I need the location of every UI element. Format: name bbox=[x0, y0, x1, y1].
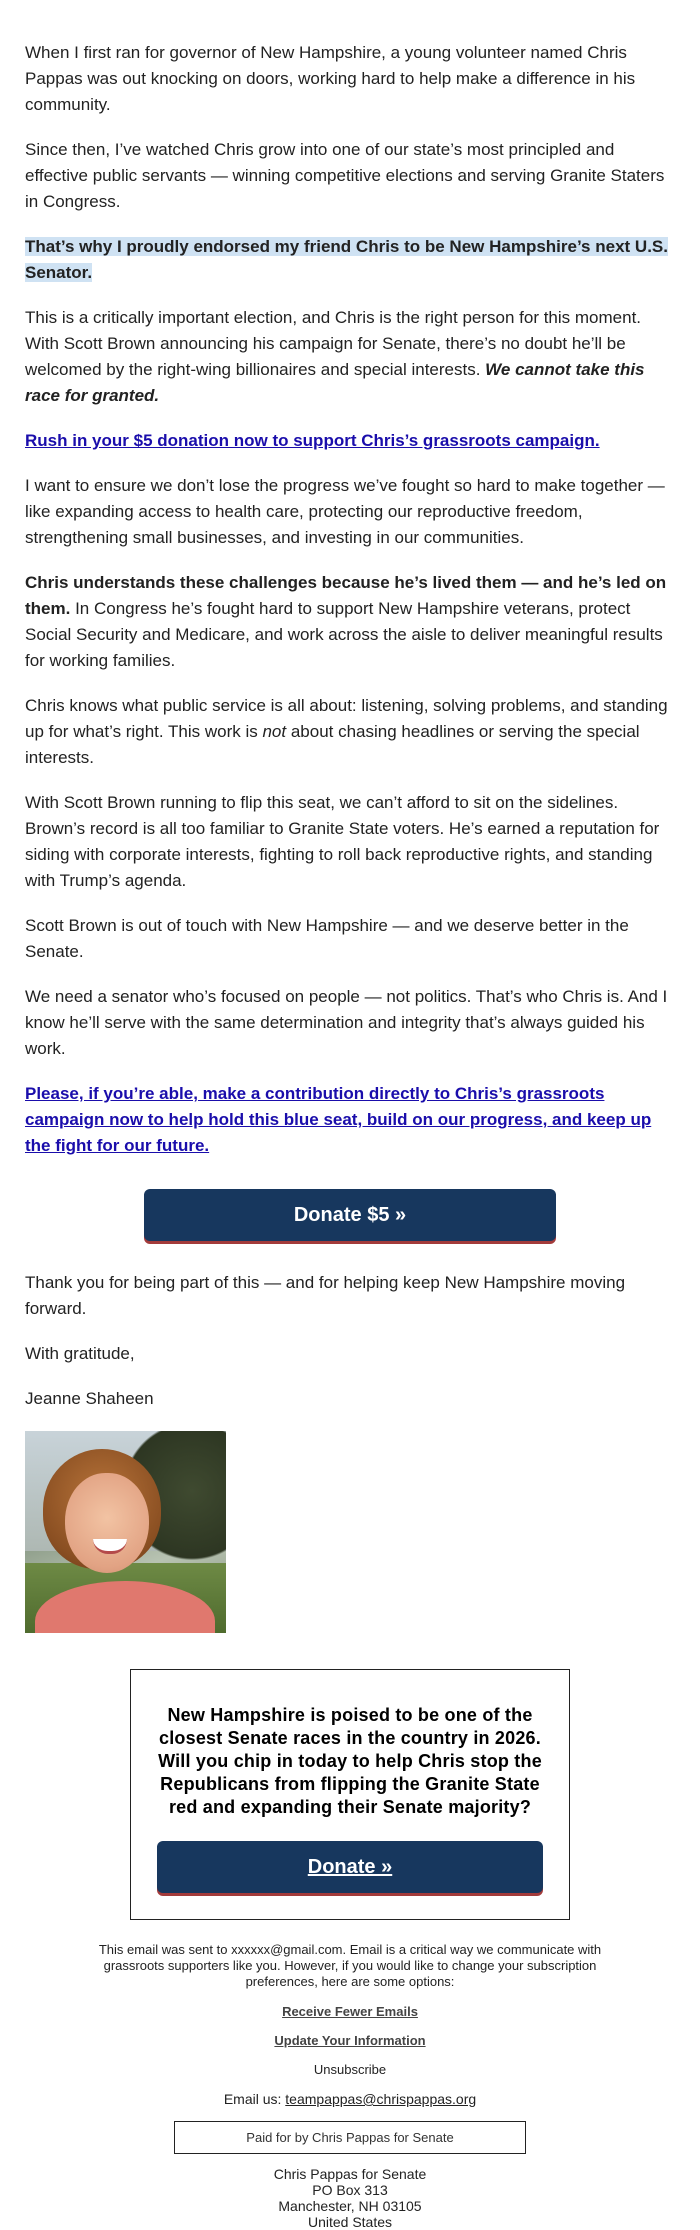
footer-email bbox=[25, 2091, 675, 2107]
address-line: PO Box 313 bbox=[312, 2182, 388, 2198]
paragraph-public-service bbox=[25, 693, 675, 771]
election-emphasis: We cannot take this race for granted. bbox=[25, 360, 645, 405]
paragraph-link-donate bbox=[25, 428, 675, 454]
contribute-link[interactable]: Please, if you’re able, make a contribution directly to Chris’s grassroots campaign now to help hold this blue seat, build on our progress, and keep up the fight for our future. bbox=[25, 1084, 652, 1155]
paragraph-thanks: Thank you for being part of this — and for helping keep New Hampshire moving forward. bbox=[25, 1273, 626, 1318]
jeanne-shaheen-photo bbox=[25, 1431, 226, 1633]
paragraph-scott-brown: With Scott Brown running to flip this seat, we can’t afford to sit on the sidelines. Brown’s record is all too familiar to Granite State voters. He’s earned a reputation for siding with corporate interests, fighting to roll back reproductive rights, and standing with Trump’s agenda. bbox=[25, 793, 660, 890]
callout-heading: New Hampshire is poised to be one of the closest Senate races in the country in 2026. Will you chip in today to help Chris stop the Republicans from flipping the Granite State red and expanding their Senate majority? bbox=[158, 1705, 542, 1817]
challenges-bold: Chris understands these challenges because he’s lived them — and he’s led on them. bbox=[25, 573, 667, 618]
paragraph-since-then: Since then, I’ve watched Chris grow into one of our state’s most principled and effective public servants — winning competitive elections and serving Granite Staters in Congress. bbox=[25, 140, 665, 211]
paragraph-intro: When I first ran for governor of New Hampshire, a young volunteer named Chris Pappas was out knocking on doors, working hard to help make a difference in his community. bbox=[25, 43, 636, 114]
paragraph-progress: I want to ensure we don’t lose the progress we’ve fought so hard to make together — like expanding access to health care, protecting our reproductive freedom, strengthening small businesses, and investing in our communities. bbox=[25, 476, 665, 547]
unsubscribe-link[interactable]: Unsubscribe bbox=[313, 2062, 387, 2077]
footer bbox=[25, 1942, 675, 2230]
address-line: Manchester, NH 03105 bbox=[278, 2198, 422, 2214]
donate-5-button[interactable]: Donate $5 » bbox=[144, 1189, 556, 1241]
endorsement-highlight: That’s why I proudly endorsed my friend Chris to be New Hampshire’s next U.S. Senator. bbox=[25, 237, 668, 282]
paragraph-challenges bbox=[25, 570, 675, 674]
address-line: United States bbox=[307, 2214, 393, 2230]
mailing-address bbox=[25, 2166, 675, 2230]
donate-5-link[interactable]: Rush in your $5 donation now to support Chris’s grassroots campaign. bbox=[25, 431, 600, 450]
public-service-not: not bbox=[262, 722, 287, 741]
paragraph-election bbox=[25, 305, 675, 409]
public-service-b: about chasing headlines or serving the special interests. bbox=[25, 722, 640, 767]
public-service-a: Chris knows what public service is all about: listening, solving problems, and standing up for what’s right. This work is bbox=[25, 696, 668, 741]
footer-note: This email was sent to xxxxxx@gmail.com. Email is a critical way we communicate with grassroots supporters like you. However, if you would like to change your subscription preferences, here are some options: bbox=[98, 1942, 602, 1989]
receive-fewer-emails-link[interactable]: Receive Fewer Emails bbox=[282, 2004, 418, 2019]
paragraph-link-contribute bbox=[25, 1081, 675, 1159]
closing: With gratitude, bbox=[25, 1344, 135, 1363]
signature: Jeanne Shaheen bbox=[25, 1389, 154, 1408]
callout-box bbox=[130, 1669, 570, 1920]
callout-donate-button[interactable]: Donate » bbox=[157, 1841, 543, 1893]
challenges-text: In Congress he’s fought hard to support New Hampshire veterans, protect Social Security and Medicare, and work across the aisle to deliver meaningful results for working families. bbox=[25, 599, 663, 670]
donate-button-row bbox=[25, 1189, 675, 1241]
update-information-link[interactable]: Update Your Information bbox=[274, 2033, 426, 2048]
paragraph-endorsement bbox=[25, 234, 675, 286]
email-address-link[interactable]: teampappas@chrispappas.org bbox=[285, 2091, 477, 2107]
election-text: This is a critically important election, and Chris is the right person for this moment. With Scott Brown announcing his campaign for Senate, there’s no doubt he’ll be welcomed by the right-wing billionaires and special interests. bbox=[25, 308, 642, 379]
address-line: Chris Pappas for Senate bbox=[273, 2166, 427, 2182]
paid-for-disclaimer: Paid for by Chris Pappas for Senate bbox=[174, 2121, 526, 2154]
paragraph-senator: We need a senator who’s focused on people — not politics. That’s who Chris is. And I know he’ll serve with the same determination and integrity that’s always guided his work. bbox=[25, 987, 668, 1058]
paragraph-out-of-touch: Scott Brown is out of touch with New Hampshire — and we deserve better in the Senate. bbox=[25, 916, 629, 961]
email-label: Email us: bbox=[223, 2091, 286, 2107]
